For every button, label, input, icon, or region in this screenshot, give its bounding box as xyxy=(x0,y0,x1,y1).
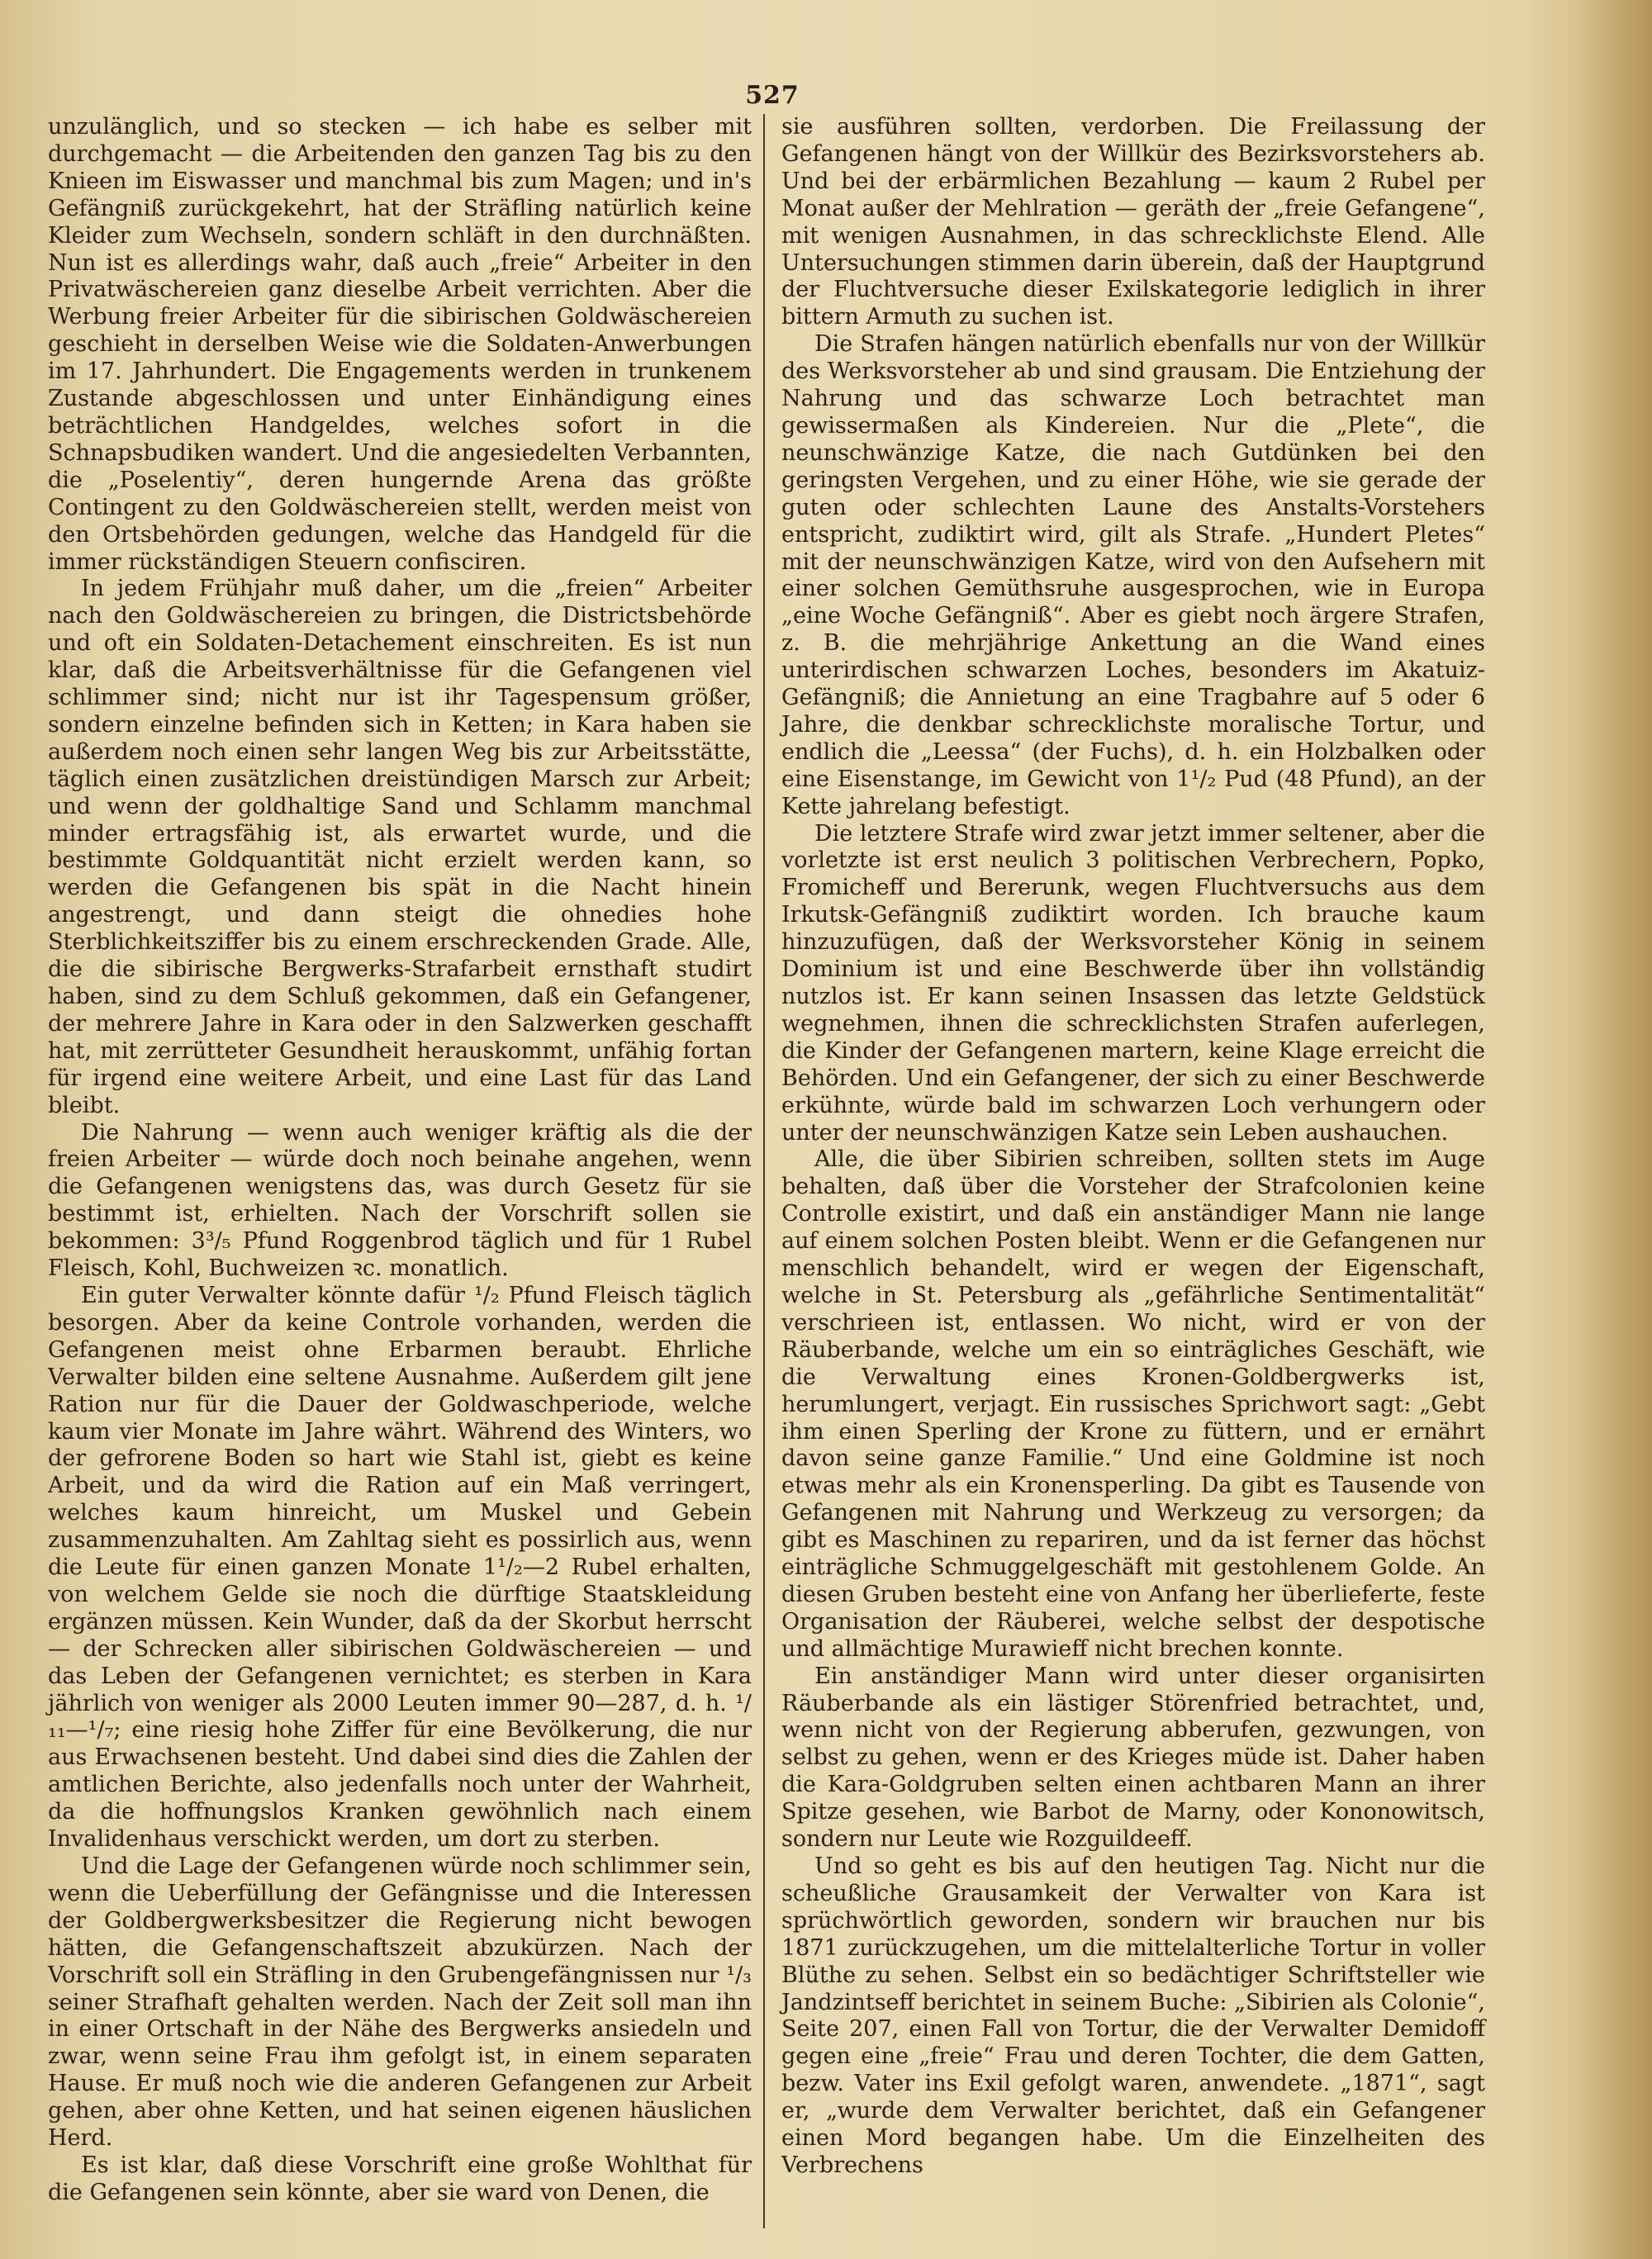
right-column-paragraph: Ein anständiger Mann wird unter dieser organisirten Räuberbande als ein lästiger Störenfried betrachtet, und, wenn nicht von der Regierung abberufen, gezwungen, von selbst zu gehen, wenn er des Krieges müde ist. Daher haben die Kara-Goldgruben selten einen achtbaren Mann an ihrer Spitze gesehen, wie Barbot de Marny, oder Kononowitsch, sondern nur Leute wie Rozguildeeff. xyxy=(781,1663,1485,1853)
left-column-paragraph: Ein guter Verwalter könnte dafür ¹/₂ Pfund Fleisch täglich besorgen. Aber da keine Controle vorhanden, werden die Gefangenen meist ohne Erbarmen beraubt. Ehrliche Verwalter bilden eine seltene Ausnahme. Außerdem gilt jene Ration nur für die Dauer der Goldwaschperiode, welche kaum vier Monate im Jahre währt. Während des Winters, wo der gefrorene Boden so hart wie Stahl ist, giebt es keine Arbeit, und da wird die Ration auf ein Maß verringert, welches kaum hinreicht, um Muskel und Gebein zusammenzuhalten. Am Zahltag sieht es possirlich aus, wenn die Leute für einen ganzen Monate 1¹/₂—2 Rubel erhalten, von welchem Gelde sie noch die dürftige Staatskleidung ergänzen müssen. Kein Wunder, daß da der Skorbut herrscht — der Schrecken aller sibirischen Goldwäschereien — und das Leben der Gefangenen vernichtet; es sterben in Kara jährlich von weniger als 2000 Leuten immer 90—287, d. h. ¹/₁₁—¹/₇; eine riesig hohe Ziffer für eine Bevölkerung, die nur aus Erwachsenen besteht. Und dabei sind dies die Zahlen der amtlichen Berichte, also jedenfalls noch unter der Wahrheit, da die hoffnungslos Kranken gewöhnlich nach einem Invalidenhaus verschickt werden, um dort zu sterben. xyxy=(48,1282,752,1853)
page-number: 527 xyxy=(745,81,800,110)
left-column-paragraph: Die Nahrung — wenn auch weniger kräftig als die der freien Arbeiter — würde doch noch beinahe angehen, wenn die Gefangenen wenigstens das, was durch Gesetz für sie bestimmt ist, erhielten. Nach der Vorschrift sollen sie bekommen: 3³/₅ Pfund Roggenbrod täglich und für 1 Rubel Fleisch, Kohl, Buchweizen ꝛc. monatlich. xyxy=(48,1119,752,1282)
right-column-paragraph: Die Strafen hängen natürlich ebenfalls nur von der Willkür des Werksvorsteher ab und sind grausam. Die Entziehung der Nahrung und das schwarze Loch betrachtet man gewissermaßen als Kindereien. Nur die „Plete“, die neunschwänzige Katze, die nach Gutdünken bei den geringsten Vergehen, und zu einer Höhe, wie sie gerade der guten oder schlechten Laune des Anstalts-Vorstehers entspricht, zudiktirt wird, gilt als Strafe. „Hundert Pletes“ mit der neunschwänzigen Katze, wird von den Aufsehern mit einer solchen Gemüthsruhe ausgesprochen, wie in Europa „eine Woche Gefängniß“. Aber es giebt noch ärgere Strafen, z. B. die mehrjährige Ankettung an die Wand eines unterirdischen schwarzen Loches, besonders im Akatuiz-Gefängniß; die Annietung an eine Tragbahre auf 5 oder 6 Jahre, die denkbar schrecklichste moralische Tortur, und endlich die „Leessa“ (der Fuchs), d. h. ein Holzbalken oder eine Eisenstange, im Gewicht von 1¹/₂ Pud (48 Pfund), an der Kette jahrelang befestigt. xyxy=(781,331,1485,819)
page-edge-shading xyxy=(1578,0,1652,2259)
left-column-paragraph: Es ist klar, daß diese Vorschrift eine große Wohlthat für die Gefangenen sein könnte, aber sie ward von Denen, die xyxy=(48,2152,752,2205)
left-column xyxy=(48,114,752,2207)
right-column-paragraph: sie ausführen sollten, verdorben. Die Freilassung der Gefangenen hängt von der Willkür des Bezirksvorstehers ab. Und bei der erbärmlichen Bezahlung — kaum 2 Rubel per Monat außer der Mehlration — geräth der „freie Gefangene“, mit wenigen Ausnahmen, in das schrecklichste Elend. Alle Untersuchungen stimmen darin überein, daß der Hauptgrund der Fluchtversuche dieser Exilskategorie lediglich in ihrer bittern Armuth zu suchen ist. xyxy=(781,114,1485,330)
left-column-paragraph: unzulänglich, und so stecken — ich habe es selber mit durchgemacht — die Arbeitenden den ganzen Tag bis zu den Knieen im Eiswasser und manchmal bis zum Magen; und in's Gefängniß zurückgekehrt, hat der Sträfling natürlich keine Kleider zum Wechseln, sondern schläft in den durchnäßten. Nun ist es allerdings wahr, daß auch „freie“ Arbeiter in den Privatwäschereien ganz dieselbe Arbeit verrichten. Aber die Werbung freier Arbeiter für die sibirischen Goldwäschereien geschieht in derselben Weise wie die Soldaten-Anwerbungen im 17. Jahrhundert. Die Engagements werden in trunkenem Zustande abgeschlossen und unter Einhändigung eines beträchtlichen Handgeldes, welches sofort in die Schnapsbudiken wandert. Und die angesiedelten Verbannten, die „Poselentiy“, deren hungernde Arena das größte Contingent zu den Goldwäschereien stellt, werden meist von den Ortsbehörden gedungen, welche das Handgeld für die immer rückständigen Steuern confisciren. xyxy=(48,114,752,575)
right-column xyxy=(781,114,1485,2180)
right-column-paragraph: Und so geht es bis auf den heutigen Tag. Nicht nur die scheußliche Grausamkeit der Verwalter von Kara ist sprüchwörtlich geworden, sondern wir brauchen nur bis 1871 zurückzugehen, um die mittelalterliche Tortur in voller Blüthe zu sehen. Selbst ein so bedächtiger Schriftsteller wie Jandzintseff berichtet in seinem Buche: „Sibirien als Colonie“, Seite 207, einen Fall von Tortur, die der Verwalter Demidoff gegen eine „freie“ Frau und deren Tochter, die dem Gatten, bezw. Vater ins Exil gefolgt waren, anwendete. „1871“, sagt er, „wurde dem Verwalter berichtet, daß ein Gefangener einen Mord begangen habe. Um die Einzelheiten des Verbrechens xyxy=(781,1853,1485,2178)
right-column-paragraph: Die letztere Strafe wird zwar jetzt immer seltener, aber die vorletzte ist erst neulich 3 politischen Verbrechern, Popko, Fromicheff und Bererunk, wegen Fluchtversuchs aus dem Irkutsk-Gefängniß zudiktirt worden. Ich brauche kaum hinzuzufügen, daß der Werksvorsteher König in seinem Dominium ist und eine Beschwerde über ihn vollständig nutzlos ist. Er kann seinen Insassen das letzte Geldstück wegnehmen, ihnen die schrecklichsten Strafen auferlegen, die Kinder der Gefangenen martern, keine Klage erreicht die Behörden. Und ein Gefangener, der sich zu einer Beschwerde erkühnte, würde bald im schwarzen Loch verhungern oder unter der neunschwänzigen Katze sein Leben aushauchen. xyxy=(781,820,1485,1146)
left-column-paragraph: Und die Lage der Gefangenen würde noch schlimmer sein, wenn die Ueberfüllung der Gefängnisse und die Interessen der Goldbergwerksbesitzer die Regierung nicht bewogen hätten, die Gefangenschaftszeit abzukürzen. Nach der Vorschrift soll ein Sträfling in den Grubengefängnissen nur ¹/₃ seiner Strafhaft gehalten werden. Nach der Zeit soll man ihn in einer Ortschaft in der Nähe des Bergwerks ansiedeln und zwar, wenn seine Frau ihm gefolgt ist, in einem separaten Hause. Er muß noch wie die anderen Gefangenen zur Arbeit gehen, aber ohne Ketten, und hat seinen eigenen häuslichen Herd. xyxy=(48,1853,752,2152)
column-divider xyxy=(763,114,765,2228)
left-column-paragraph: In jedem Frühjahr muß daher, um die „freien“ Arbeiter nach den Goldwäschereien zu bringen, die Districtsbehörde und oft ein Soldaten-Detachement einschreiten. Es ist nun klar, daß die Arbeitsverhältnisse für die Gefangenen viel schlimmer sind; nicht nur ist ihr Tagespensum größer, sondern einzelne befinden sich in Ketten; in Kara haben sie außerdem noch einen sehr langen Weg bis zur Arbeitsstätte, täglich einen zusätzlichen dreistündigen Marsch zur Arbeit; und wenn der goldhaltige Sand und Schlamm manchmal minder ertragsfähig ist, als erwartet wurde, und die bestimmte Goldquantität nicht erzielt werden kann, so werden die Gefangenen bis spät in die Nacht hinein angestrengt, und dann steigt die ohnedies hohe Sterblichkeitsziffer bis zu einem erschreckenden Grade. Alle, die die sibirische Bergwerks-Strafarbeit ernsthaft studirt haben, sind zu dem Schluß gekommen, daß ein Gefangener, der mehrere Jahre in Kara oder in den Salzwerken geschafft hat, mit zerrütteter Gesundheit herauskommt, unfähig fortan für irgend eine weitere Arbeit, und eine Last für das Land bleibt. xyxy=(48,576,752,1118)
right-column-paragraph: Alle, die über Sibirien schreiben, sollten stets im Auge behalten, daß über die Vorsteher der Strafcolonien keine Controlle existirt, und daß ein anständiger Mann nie lange auf einem solchen Posten bleibt. Wenn er die Gefangenen nur menschlich behandelt, wird er wegen der Eigenschaft, welche in St. Petersburg als „gefährliche Sentimentalität“ verschrieen ist, entlassen. Wo nicht, wird er von der Räuberbande, welche um ein so einträgliches Geschäft, wie die Verwaltung eines Kronen-Goldbergwerks ist, herumlungert, verjagt. Ein russisches Sprichwort sagt: „Gebt ihm einen Sperling der Krone zu füttern, und er ernährt davon seine ganze Familie.“ Und eine Goldmine ist noch etwas mehr als ein Kronensperling. Da gibt es Tausende von Gefangenen mit Nahrung und Werkzeug zu versorgen; da gibt es Maschinen zu repariren, und da ist ferner das höchst einträgliche Schmuggelgeschäft mit gestohlenem Golde. An diesen Gruben besteht eine von Anfang her überlieferte, feste Organisation der Räuberei, welche selbst der despotische und allmächtige Murawieff nicht brechen konnte. xyxy=(781,1146,1485,1662)
